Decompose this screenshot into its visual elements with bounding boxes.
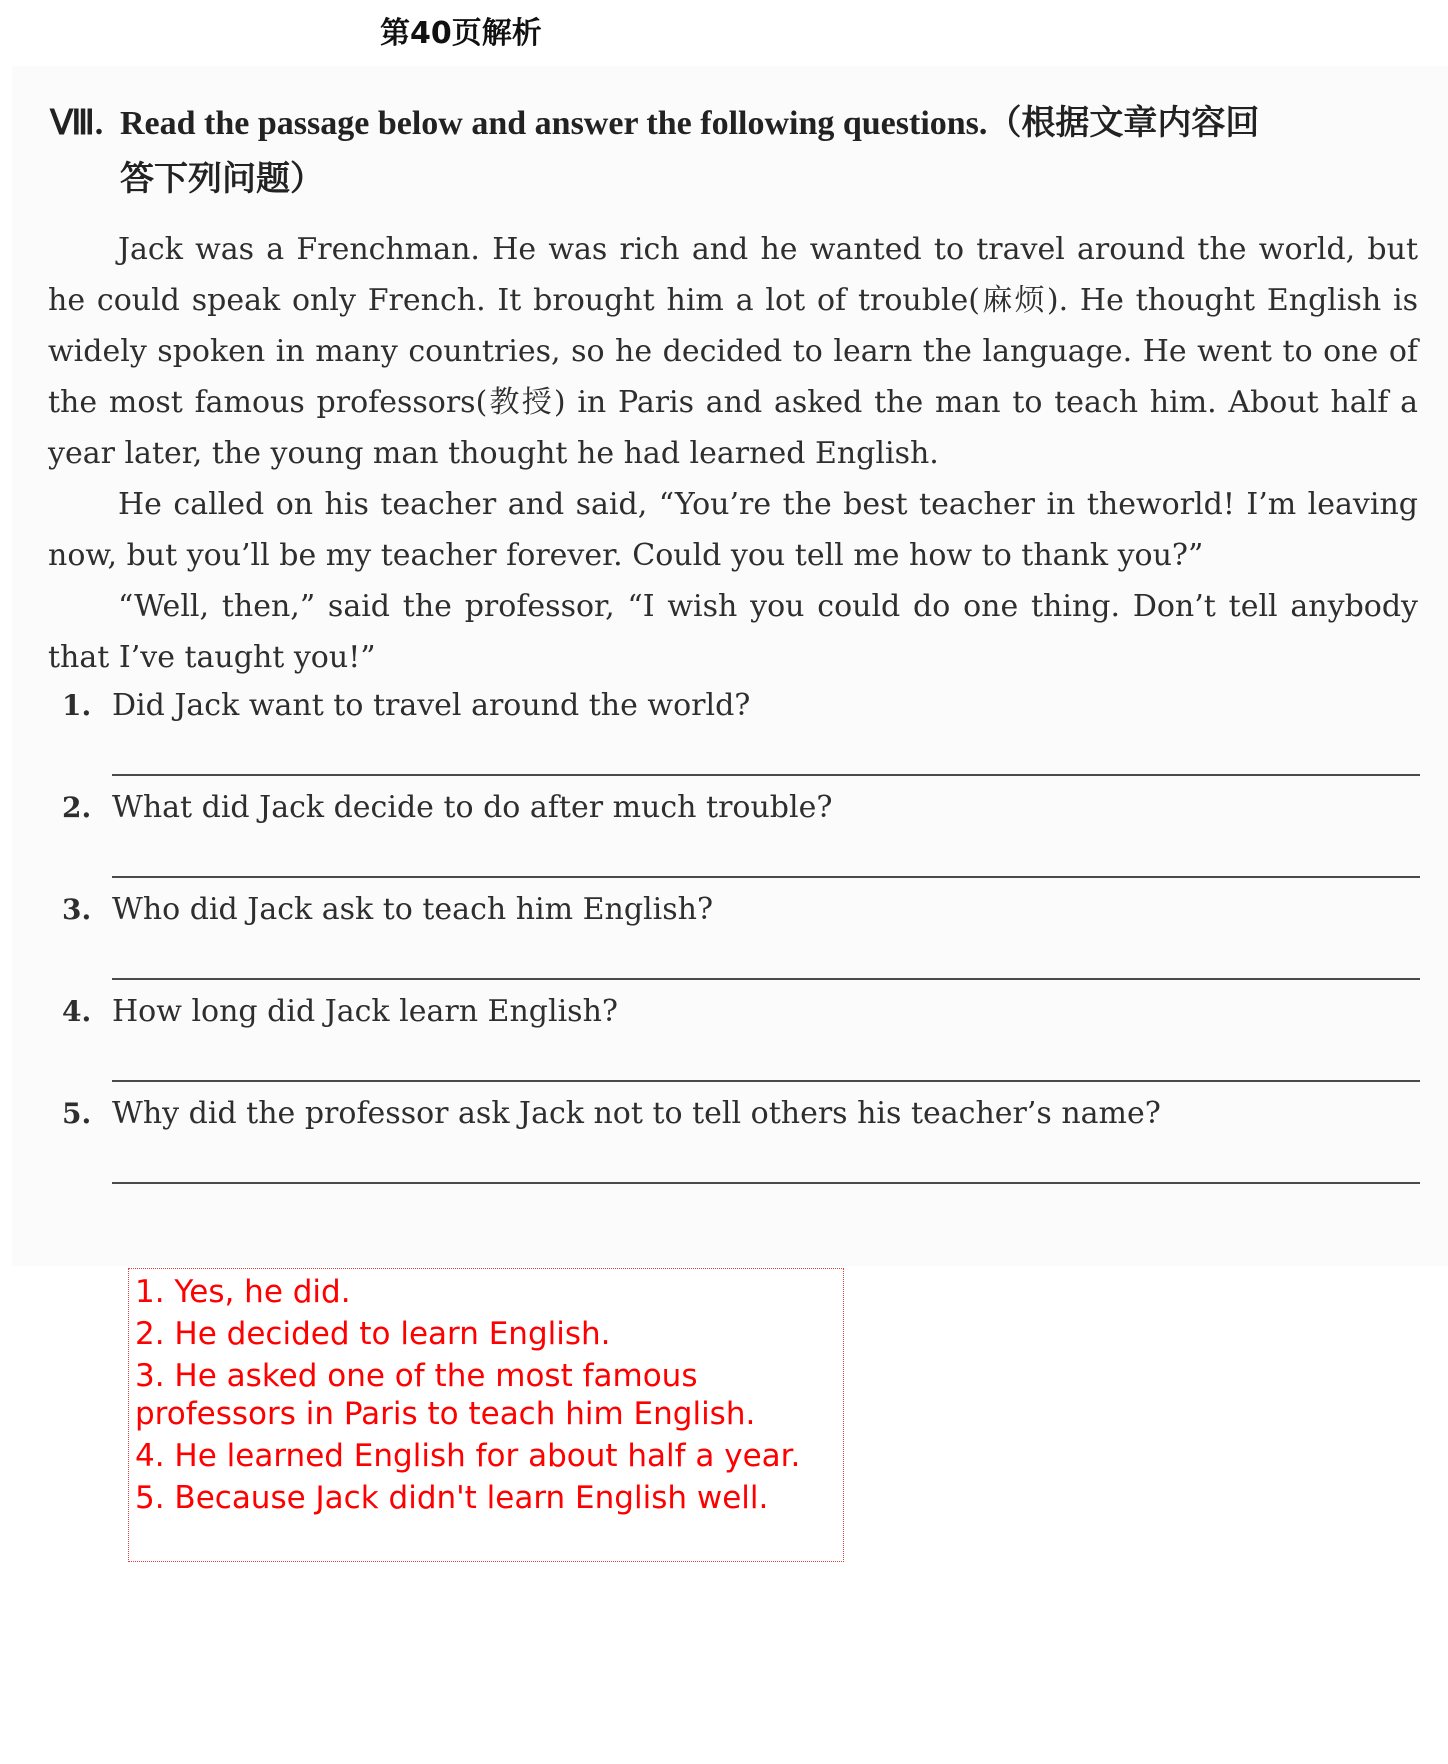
section-title-line1: Read the passage below and answer the following questions.（根据文章内容回: [120, 105, 1260, 142]
answer-4: 4. He learned English for about half a year.: [135, 1438, 801, 1474]
question-number: 3.: [62, 893, 92, 926]
question-3: [62, 888, 1420, 990]
question-5: [62, 1092, 1420, 1194]
passage-paragraph-1: Jack was a Frenchman. He was rich and he wanted to travel around the world, but he could speak only French. It brought him a lot of trouble(麻烦). He thought English is widely spoken in many countries, so he decided to learn the language. He went to one of the most famous professors(教授) in Paris and asked the man to teach him. About half a year later, the young man thought he had learned English.: [48, 232, 1418, 471]
answer-blank-line[interactable]: [112, 774, 1420, 776]
section-number: Ⅷ.: [50, 105, 104, 142]
answer-key-box: [128, 1268, 844, 1562]
question-text: Who did Jack ask to teach him English?: [112, 892, 714, 927]
question-list: [62, 684, 1420, 1194]
answer-blank-line[interactable]: [112, 978, 1420, 980]
question-text: Did Jack want to travel around the world?: [112, 688, 751, 723]
page-title: 第40页解析: [380, 16, 542, 51]
question-text: What did Jack decide to do after much trouble?: [112, 790, 833, 825]
answer-blank-line[interactable]: [112, 1080, 1420, 1082]
question-2: [62, 786, 1420, 888]
question-number: 5.: [62, 1097, 92, 1130]
answer-5: 5. Because Jack didn't learn English well.: [135, 1480, 769, 1516]
question-1: [62, 684, 1420, 786]
answer-blank-line[interactable]: [112, 876, 1420, 878]
question-text: Why did the professor ask Jack not to tell others his teacher’s name?: [112, 1096, 1161, 1131]
answer-3: 3. He asked one of the most famous professors in Paris to teach him English.: [135, 1358, 756, 1432]
question-text: How long did Jack learn English?: [112, 994, 618, 1029]
reading-passage: [48, 224, 1418, 683]
answer-blank-line[interactable]: [112, 1182, 1420, 1184]
question-number: 4.: [62, 995, 92, 1028]
question-number: 1.: [62, 689, 92, 722]
answer-1: 1. Yes, he did.: [135, 1274, 351, 1310]
passage-paragraph-3: “Well, then,” said the professor, “I wish you could do one thing. Don’t tell anybody that I’ve taught you!”: [48, 589, 1418, 675]
question-number: 2.: [62, 791, 92, 824]
section-title-line2: 答下列问题）: [120, 161, 324, 198]
section-heading: [50, 96, 1420, 208]
question-4: [62, 990, 1420, 1092]
answer-2: 2. He decided to learn English.: [135, 1316, 611, 1352]
passage-paragraph-2: He called on his teacher and said, “You’re the best teacher in theworld! I’m leaving now, but you’ll be my teacher forever. Could you tell me how to thank you?”: [48, 487, 1418, 573]
